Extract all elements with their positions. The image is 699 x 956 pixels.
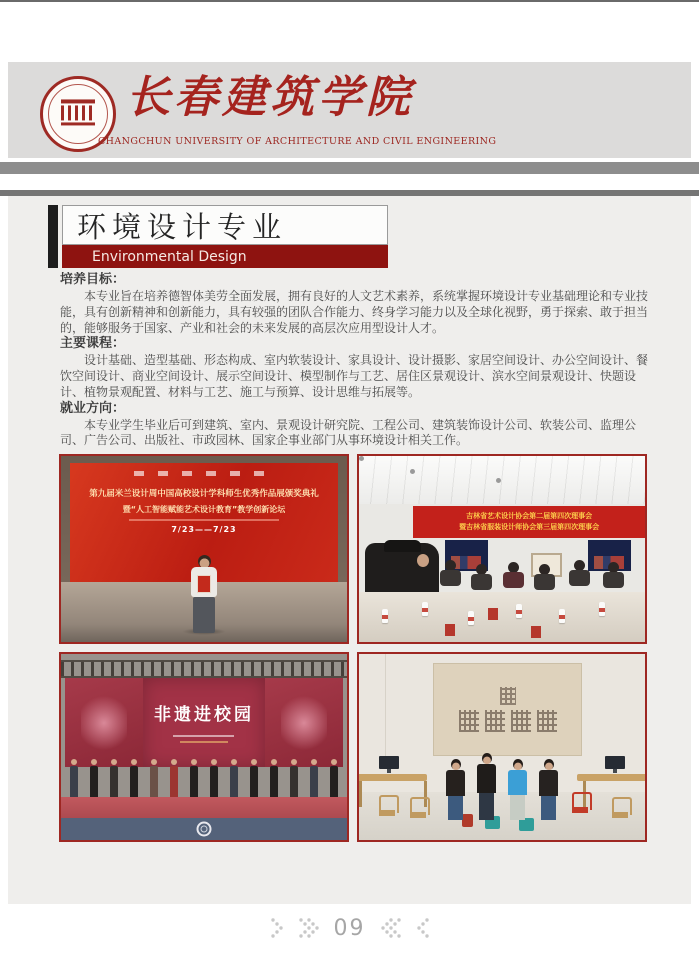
monitor (379, 756, 399, 769)
university-header (8, 62, 691, 158)
page-footer (0, 906, 699, 950)
section-body-careers: 本专业学生毕业后可到建筑、室内、景观设计研究院、工程公司、建筑装饰设计公司、软装公司、监理公司、广告公司、出版社、市政园林、国家企事业部门从事环境设计相关工作。 (60, 417, 637, 448)
section-heading-objectives: 培养目标： (60, 272, 126, 287)
photo-grid (59, 454, 647, 842)
water-bottle (559, 609, 565, 623)
banner-line1: 吉林省艺术设计协会第二届第四次理事会 (466, 512, 593, 521)
screen-title-line2: 暨“人工智能赋能艺术设计教育”教学创新论坛 (122, 504, 286, 514)
photo-council-meeting (357, 454, 647, 644)
meeting-room-ceiling (359, 456, 645, 504)
attendee-figure (476, 564, 487, 575)
program-title-box (62, 205, 388, 245)
person-figure (508, 759, 527, 820)
water-bottle (516, 604, 522, 618)
backdrop-side-panel (65, 678, 143, 767)
program-title-en-bar (62, 245, 388, 268)
person-figure (477, 753, 496, 820)
attendee-figure (508, 562, 519, 573)
stage-front-base (61, 818, 347, 840)
attendee-figure (539, 564, 550, 575)
title-accent-bar (48, 205, 58, 268)
ceiling-lamp-icon (359, 456, 364, 461)
university-name-chinese: 长春建筑学院 (126, 72, 414, 123)
water-bottle (422, 602, 428, 616)
backdrop-side-panel (265, 678, 343, 767)
section-heading-courses: 主要课程： (60, 336, 126, 352)
pager-dots-chevron-left-icon (416, 917, 430, 939)
water-bottle (382, 609, 388, 623)
stage-front-emblem-icon (197, 821, 212, 836)
monitor (605, 756, 625, 769)
stage-backdrop (65, 678, 342, 767)
red-chair (572, 792, 588, 818)
group-lineup (70, 758, 339, 803)
seal-building-icon (61, 99, 95, 127)
pager-dots-double-chevron-right-icon (298, 917, 320, 939)
conference-table (359, 592, 645, 642)
group-of-four (446, 753, 558, 820)
photo-stage-ceremony (59, 652, 349, 842)
program-description (60, 272, 650, 449)
award-recipient-figure (190, 555, 218, 633)
screen-dates: 7/23——7/23 (171, 525, 237, 535)
person-figure (539, 759, 558, 820)
backdrop-subtitle-rule (173, 735, 234, 737)
section-body-objectives: 本专业旨在培养德智体美劳全面发展，拥有良好的人文艺术素养，系统掌握环境设计专业基础理论和专业技能，具有创新精神和创新能力，具有较强的团队合作能力、终身学习能力以及全球化视野，勇于探索、敢于担当的，能够服务于国家、产业和社会的未来发展的高层次应用型设计人才。 (60, 288, 649, 335)
backdrop-title: 非遗进校园 (153, 704, 254, 725)
meeting-banner (413, 506, 645, 538)
section-body-courses: 设计基础、造型基础、形态构成、室内软装设计、家具设计、设计摄影、家居空间设计、办公空间设计、餐饮空间设计、商业空间设计、展示空间设计、模型制作与工艺、居住区景观设计、滨水空间景观设计、快题设计、植物景观配置、材料与工艺、施工与预算、设计思维与拓展等。 (60, 353, 649, 399)
pager-dots-double-chevron-left-icon (380, 917, 402, 939)
red-folder (445, 624, 455, 636)
banner-line2: 暨吉林省服装设计师协会第三届第四次理事会 (459, 522, 600, 531)
header-divider-stripe (0, 162, 699, 174)
top-rule-divider (0, 0, 699, 2)
stage-truss (61, 660, 347, 679)
wooden-chair (612, 797, 628, 823)
attendee-figure (445, 560, 456, 571)
university-name-english: CHANGCHUN UNIVERSITY OF ARCHITECTURE AND CIVIL ENGINEERING (98, 136, 497, 147)
artwork-tower-motif (500, 687, 516, 705)
screen-logo-row (134, 471, 274, 476)
attendee-figure (574, 560, 585, 571)
pager-dots-chevron-right-icon (270, 917, 284, 939)
program-title-zh: 环境设计专业 (77, 209, 288, 244)
wooden-chair (410, 797, 426, 823)
section-heading-careers: 就业方向： (60, 400, 126, 416)
water-bottle (468, 611, 474, 625)
wall-artwork (433, 663, 582, 756)
backdrop-center-panel (143, 678, 265, 767)
red-folder (488, 608, 498, 620)
program-title-block (48, 205, 388, 268)
wall-seam (385, 654, 386, 769)
photo-award-ceremony (59, 454, 349, 644)
stage-carpet (61, 797, 347, 817)
red-folder (531, 626, 541, 638)
teal-stool (519, 818, 534, 831)
attendee-figure (608, 562, 619, 573)
content-panel (8, 196, 691, 904)
screen-caption-rule (129, 519, 280, 521)
photo-studio-group (357, 652, 647, 842)
water-bottle (599, 602, 605, 616)
wooden-chair (379, 795, 395, 821)
page-number: 09 (333, 915, 366, 941)
person-shirt (191, 567, 217, 597)
artwork-glyph-row (459, 710, 557, 732)
person-figure (446, 759, 465, 820)
screen-title-line1: 第九届米兰设计周中国高校设计学科师生优秀作品展颁奖典礼 (89, 489, 319, 500)
certificate (197, 575, 211, 593)
person-legs (193, 597, 215, 633)
program-title-en: Environmental Design (92, 248, 247, 265)
